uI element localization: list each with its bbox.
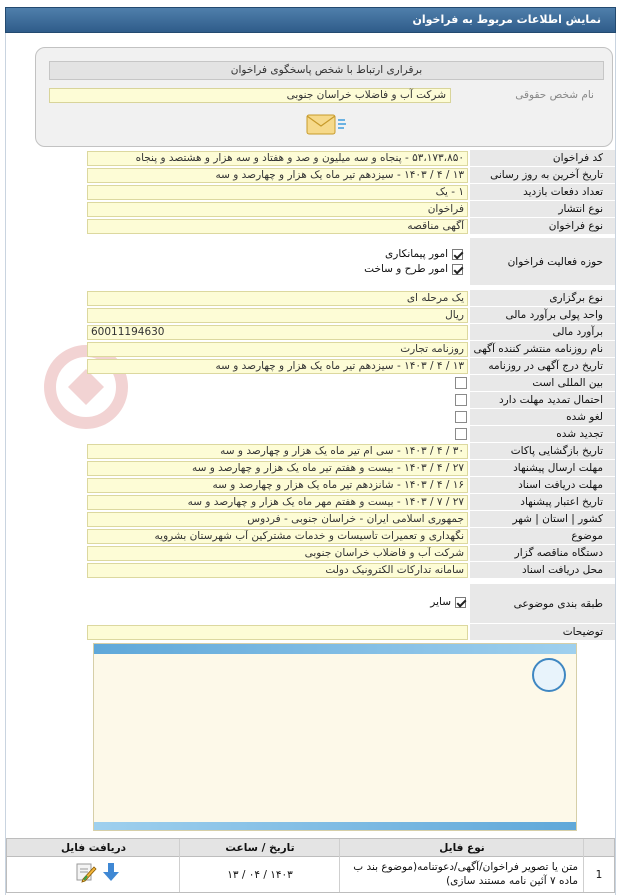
description-value [87, 625, 468, 640]
field-value: ۱۳ / ۴ / ۱۴۰۳ - سیزدهم تیر ماه یک هزار و چهارصد و سه [87, 359, 468, 374]
field-label: کد فراخوان [470, 150, 615, 167]
files-header-index [584, 839, 614, 857]
field-value: ۱ - یک [87, 185, 468, 200]
check-label: لغو شده [470, 409, 615, 426]
files-header-type: نوع فایل [340, 839, 584, 857]
field-label: تعداد دفعات بازدید [470, 184, 615, 201]
download-icon[interactable] [101, 862, 121, 882]
activity-option [364, 263, 463, 276]
category-option-label: سایر [430, 596, 451, 608]
activity-option-label: امور طرح و ساخت [364, 263, 448, 275]
file-row-actions [7, 857, 180, 893]
field-value: 60011194630 [87, 325, 468, 340]
check-label: تجدید شده [470, 426, 615, 443]
field-label: موضوع [470, 528, 615, 545]
field-label: نوع برگزاری [470, 290, 615, 307]
field-label: برآورد مالی [470, 324, 615, 341]
field-label: مهلت دریافت اسناد [470, 477, 615, 494]
check-label: احتمال تمدید مهلت دارد [470, 392, 615, 409]
edit-icon[interactable] [75, 861, 97, 883]
field-value: جمهوری اسلامی ایران - خراسان جنوبی - فردوس [87, 512, 468, 527]
field-value: شرکت آب و فاضلاب خراسان جنوبی [87, 546, 468, 561]
field-value: فراخوان [87, 202, 468, 217]
field-value: ۲۷ / ۴ / ۱۴۰۳ - بیست و هفتم تیر ماه یک هزار و چهارصد و سه [87, 461, 468, 476]
contact-value: شرکت آب و فاضلاب خراسان جنوبی [49, 88, 451, 103]
field-label: دستگاه مناقصه گزار [470, 545, 615, 562]
field-label: تاریخ درج آگهی در روزنامه [470, 358, 615, 375]
renewed-checkbox[interactable] [455, 428, 467, 440]
activity-option-label: امور پیمانکاری [385, 248, 448, 260]
international-checkbox[interactable] [455, 377, 467, 389]
activity-label: حوزه فعالیت فراخوان [470, 238, 615, 286]
field-label: کشور | استان | شهر [470, 511, 615, 528]
field-label: مهلت ارسال پیشنهاد [470, 460, 615, 477]
description-label: توضیحات [470, 624, 615, 641]
ad-top-band [94, 644, 576, 654]
field-value: یک مرحله ای [87, 291, 468, 306]
field-label: محل دریافت اسناد [470, 562, 615, 579]
contact-label: نام شخص حقوقی [515, 89, 594, 101]
file-row-index: 1 [595, 869, 603, 881]
ad-bottom-band [94, 822, 576, 830]
field-value: ۱۶ / ۴ / ۱۴۰۳ - شانزدهم تیر ماه یک هزار و چهارصد و سه [87, 478, 468, 493]
cancelled-checkbox[interactable] [455, 411, 467, 423]
file-row-type: متن یا تصویر فراخوان/آگهی/دعوتنامه(موضوع بند ب ماده ۷ آئین نامه مستند سازی) [353, 861, 578, 887]
field-label: واحد پولی برآورد مالی [470, 307, 615, 324]
files-header-date: تاریخ / ساعت [180, 839, 340, 857]
tender-ad-image [93, 643, 577, 831]
contact-header: برقراری ارتباط با شخص پاسخگوی فراخوان [49, 61, 604, 80]
field-label: نوع فراخوان [470, 218, 615, 235]
activity-option [385, 248, 463, 261]
field-label: نوع انتشار [470, 201, 615, 218]
checkbox[interactable] [452, 264, 463, 275]
category-option [430, 596, 466, 609]
field-label: نام روزنامه منتشر کننده آگهی [470, 341, 615, 358]
category-label: طبقه بندی موضوعی [470, 584, 615, 624]
field-value: روزنامه تجارت [87, 342, 468, 357]
field-label: تاریخ بازگشایی پاکات [470, 443, 615, 460]
files-header-download: دریافت فایل [7, 839, 180, 857]
activity-options [87, 244, 468, 279]
field-value: ۳۰ / ۴ / ۱۴۰۳ - سی ام تیر ماه یک هزار و چهارصد و سه [87, 444, 468, 459]
field-label: تاریخ آخرین به روز رسانی [470, 167, 615, 184]
field-value: ریال [87, 308, 468, 323]
checkbox[interactable] [452, 249, 463, 260]
water-company-logo [532, 658, 566, 692]
extension-checkbox[interactable] [455, 394, 467, 406]
checkbox[interactable] [455, 597, 466, 608]
file-row-date: ۱۳ / ۰۴ / ۱۴۰۳ [227, 869, 293, 881]
page-title: نمایش اطلاعات مربوط به فراخوان [5, 7, 616, 33]
files-table [6, 838, 615, 893]
field-label: تاریخ اعتبار پیشنهاد [470, 494, 615, 511]
field-value: آگهی مناقصه [87, 219, 468, 234]
check-label: بین المللی است [470, 375, 615, 392]
envelope-icon[interactable] [305, 112, 347, 138]
field-value: سامانه تدارکات الکترونیک دولت [87, 563, 468, 578]
field-value: نگهداری و تعمیرات تأسیسات و خدمات مشترکین آب شهرستان بشرویه [87, 529, 468, 544]
field-value: ۲۷ / ۷ / ۱۴۰۳ - بیست و هفتم مهر ماه یک هزار و چهارصد و سه [87, 495, 468, 510]
field-value: ۵۳،۱۷۳،۸۵۰ - پنجاه و سه میلیون و صد و هفتاد و سه هزار و هشتصد و پنجاه [87, 151, 468, 166]
field-value: ۱۳ / ۴ / ۱۴۰۳ - سیزدهم تیر ماه یک هزار و چهارصد و سه [87, 168, 468, 183]
